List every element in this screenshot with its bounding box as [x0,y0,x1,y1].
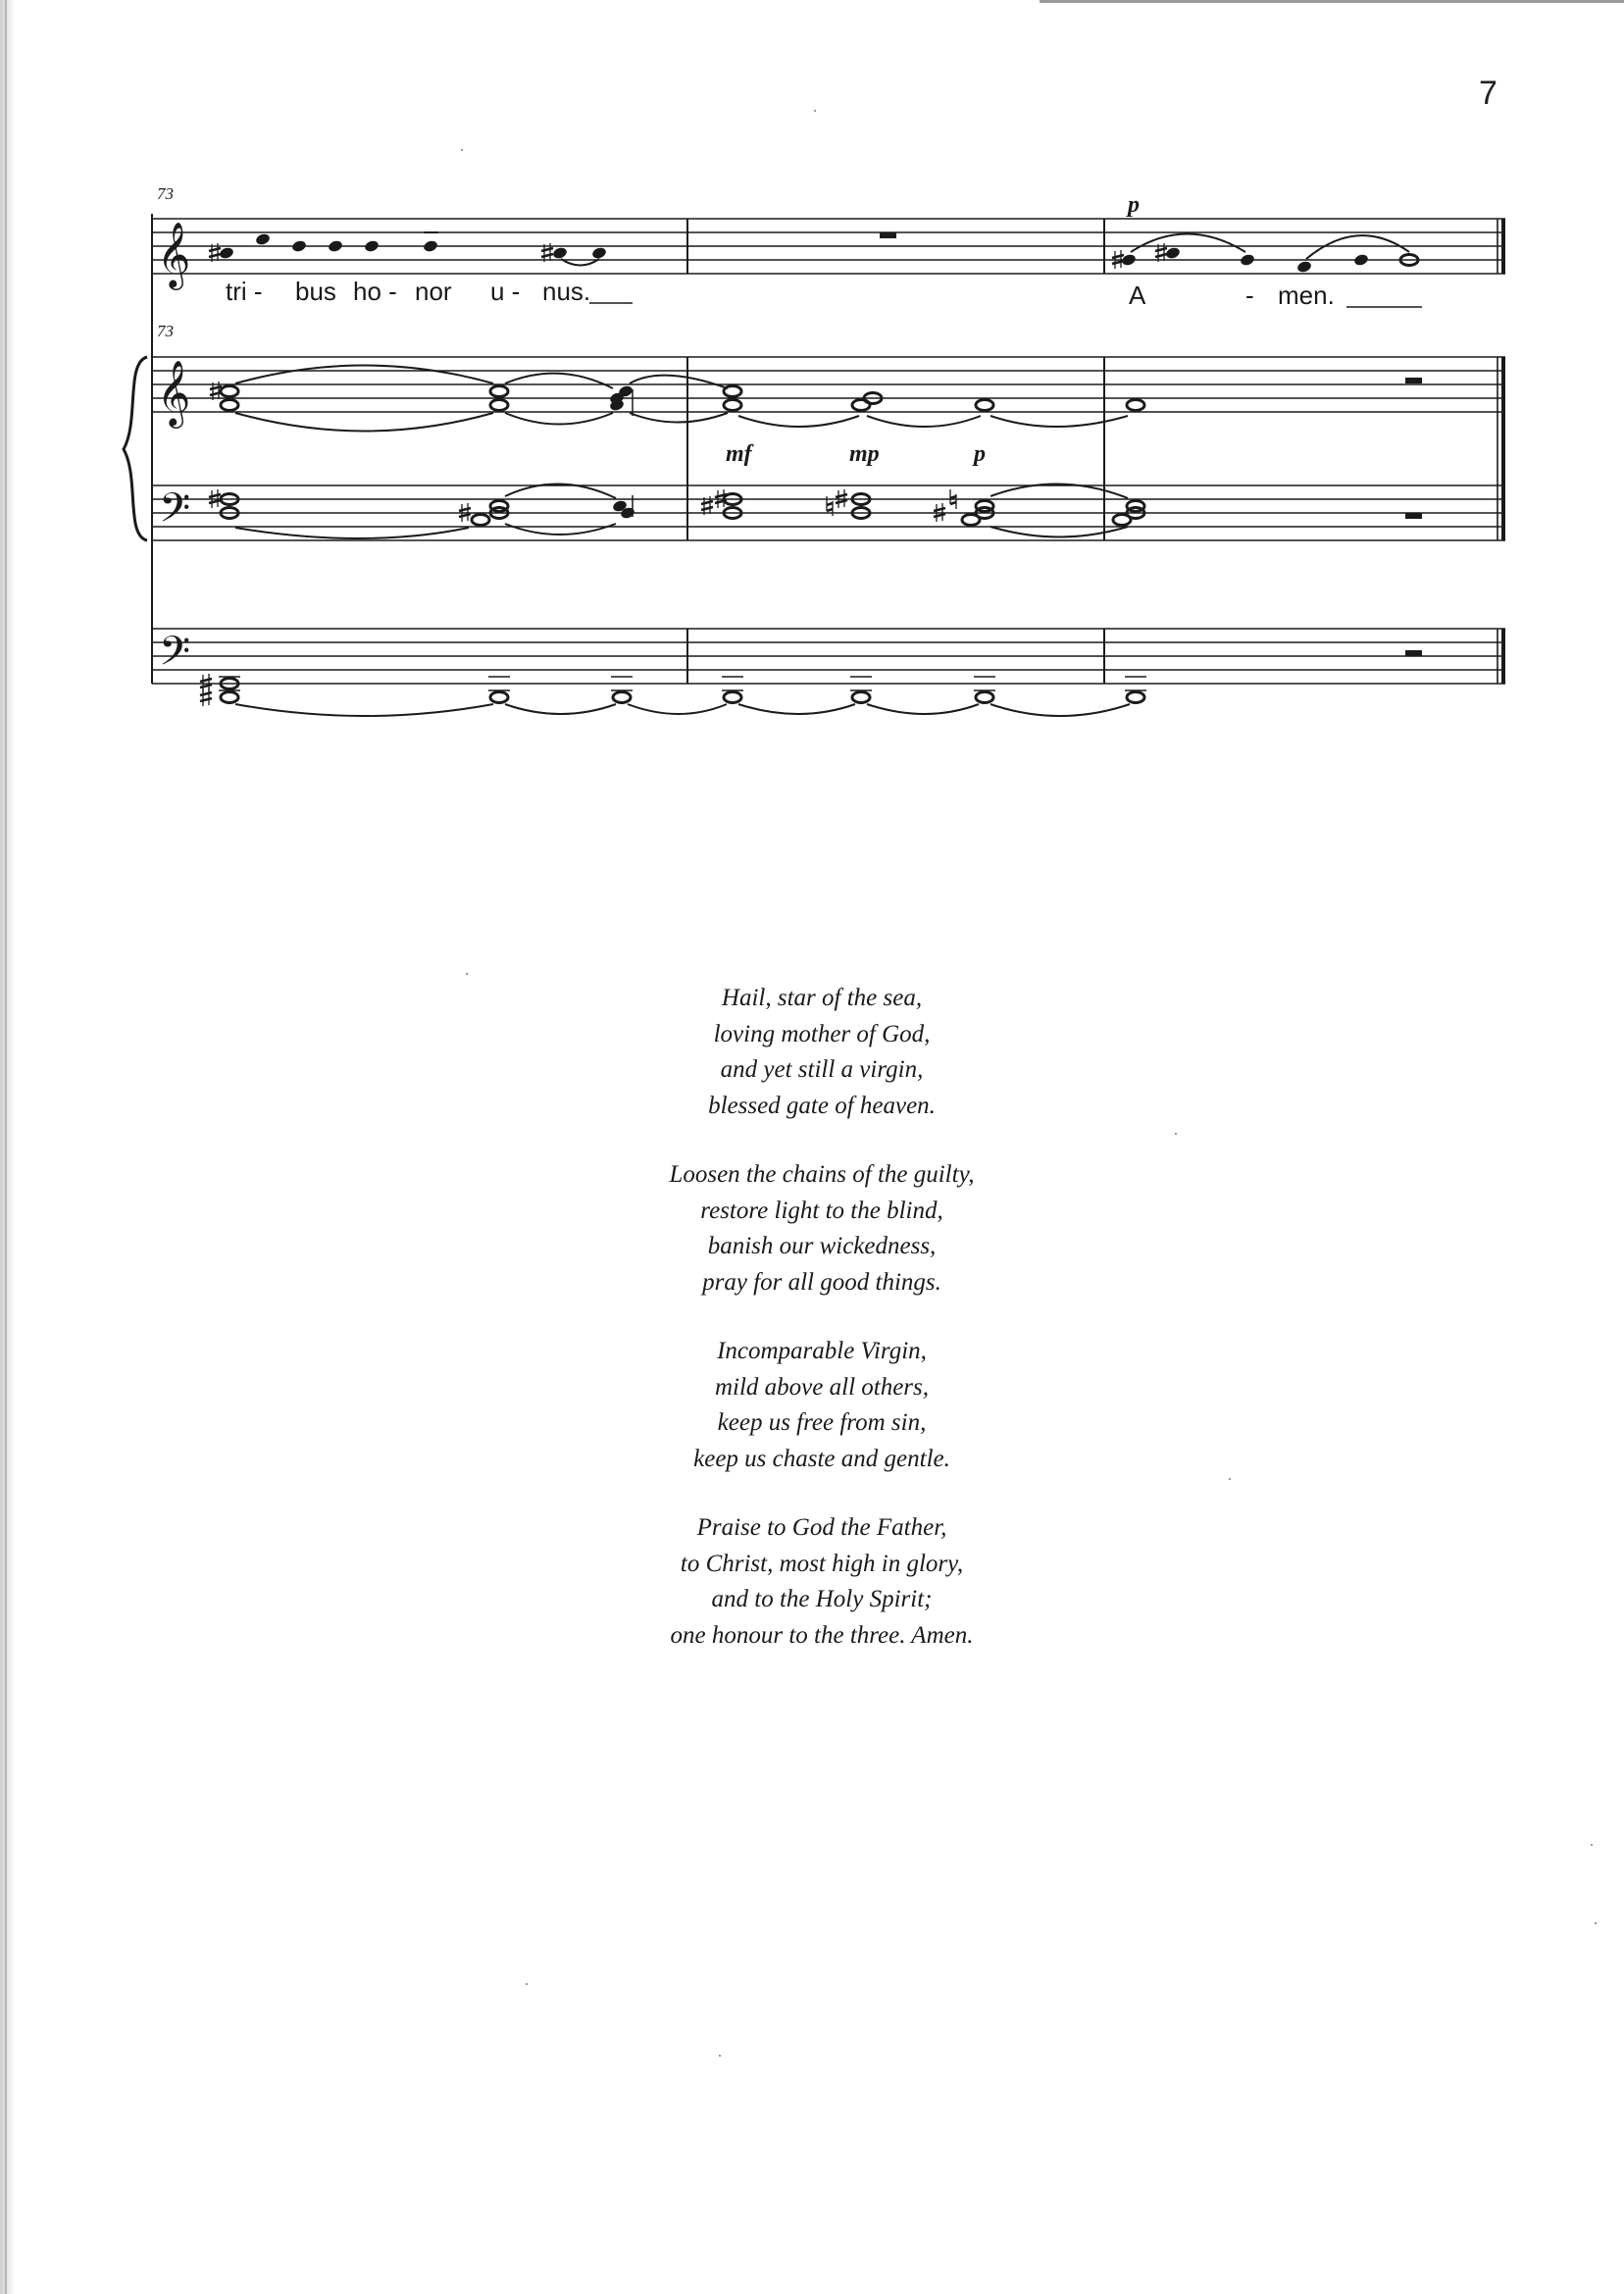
dynamic-p-voice: p [1128,192,1140,218]
music-score [0,0,1624,765]
pedal-note [1127,692,1144,703]
slur [1306,235,1409,259]
bass-clef: 𝄢 [159,485,191,540]
chord-note [221,400,238,411]
tie [505,524,616,535]
dynamic-mf: mf [726,441,752,467]
tie [235,528,469,538]
note [291,239,308,253]
scan-speck [1229,1478,1231,1480]
chord-note [221,386,238,397]
note [1165,246,1182,260]
pedal-note [221,692,238,703]
pedal-note [724,692,741,703]
chord-note [472,515,489,526]
note [552,246,569,260]
whole-rest [880,232,896,238]
scan-speck [466,973,468,975]
chord-note [490,386,508,397]
poem-line: keep us free from sin, [717,1409,927,1436]
poem-line: keep us chaste and gentle. [693,1445,950,1472]
poem-translation [490,981,1153,1687]
measure-number-organ: 73 [157,322,174,340]
poem-line: restore light to the blind, [700,1197,943,1224]
poem-stanza [490,1510,1153,1654]
poem-stanza [490,981,1153,1124]
tie [235,366,493,384]
measure-number-voice: 73 [157,184,174,203]
dynamic-p-organ: p [974,441,986,467]
lyric-syllable: - [1245,280,1254,310]
dynamic-mp: mp [849,441,880,467]
poem-stanza [490,1157,1153,1300]
scan-speck [814,110,816,112]
lyric-syllable: u - [490,277,521,306]
tie [630,376,728,388]
poem-stanza [490,1334,1153,1477]
poem-line: Hail, star of the sea, [721,985,923,1011]
treble-clef: 𝄞 [157,223,191,286]
lyric-syllable: A [1129,280,1146,310]
note [364,239,381,253]
lyric-syllable: nus. [542,277,591,306]
poem-line: blessed gate of heaven. [708,1092,936,1119]
bass-clef: 𝄢 [159,629,191,684]
whole-rest [1405,378,1422,383]
tie [738,416,859,427]
scan-speck [719,2055,721,2057]
lyric-syllable: nor [415,277,452,306]
poem-line: mild above all others, [714,1373,930,1401]
scan-speck [1595,1922,1597,1924]
chord-note [976,400,993,411]
scan-speck [1591,1844,1593,1846]
poem-line: loving mother of God, [713,1020,931,1047]
chord-note [490,400,508,411]
pedal-note [976,692,993,703]
lyric-syllable: tri - [226,277,263,306]
tie [867,416,981,427]
chord-note [724,400,741,411]
tie [505,413,613,425]
note [591,246,608,260]
poem-line: to Christ, most high in glory, [680,1550,964,1577]
note [255,232,272,246]
lyric-syllable: bus [295,277,336,306]
pedal-note [613,692,631,703]
pedal-ties [235,704,1130,716]
scan-speck [526,1983,528,1985]
chord-note [1127,400,1144,411]
scan-speck [461,149,463,151]
poem-line: Loosen the chains of the guilty, [669,1161,975,1188]
note [423,239,439,253]
voice-staff [152,184,1505,310]
organ-bass-staff [152,484,1505,540]
half-rest [1405,513,1422,519]
pedal-note [490,692,508,703]
lyric-syllable: ho - [353,277,397,306]
poem-line: and yet still a virgin, [720,1056,924,1083]
poem-line: one honour to the three. Amen. [670,1621,974,1649]
page-number: 7 [1479,75,1497,112]
tie [505,374,613,388]
poem-line: and to the Holy Spirit; [711,1586,933,1612]
lyric-syllable: men. [1278,280,1335,310]
pedal-note [852,692,870,703]
tie [990,416,1128,427]
note [219,246,235,260]
note [1296,260,1313,274]
tie [235,413,493,432]
slur [1131,234,1245,253]
poem-line: Praise to God the Father, [696,1514,947,1541]
note [1240,253,1256,267]
tie [990,527,1128,537]
system-brace [124,357,147,540]
half-rest [1405,650,1422,656]
poem-line: pray for all good things. [702,1268,941,1296]
note [328,239,344,253]
note [1353,253,1370,267]
poem-line: Incomparable Virgin, [717,1338,927,1364]
chord-note [724,386,741,397]
organ-treble-staff [152,322,1505,467]
treble-clef: 𝄞 [157,361,191,425]
tie [630,413,728,423]
scan-speck [1175,1133,1177,1135]
poem-line: banish our wickedness, [707,1233,937,1259]
